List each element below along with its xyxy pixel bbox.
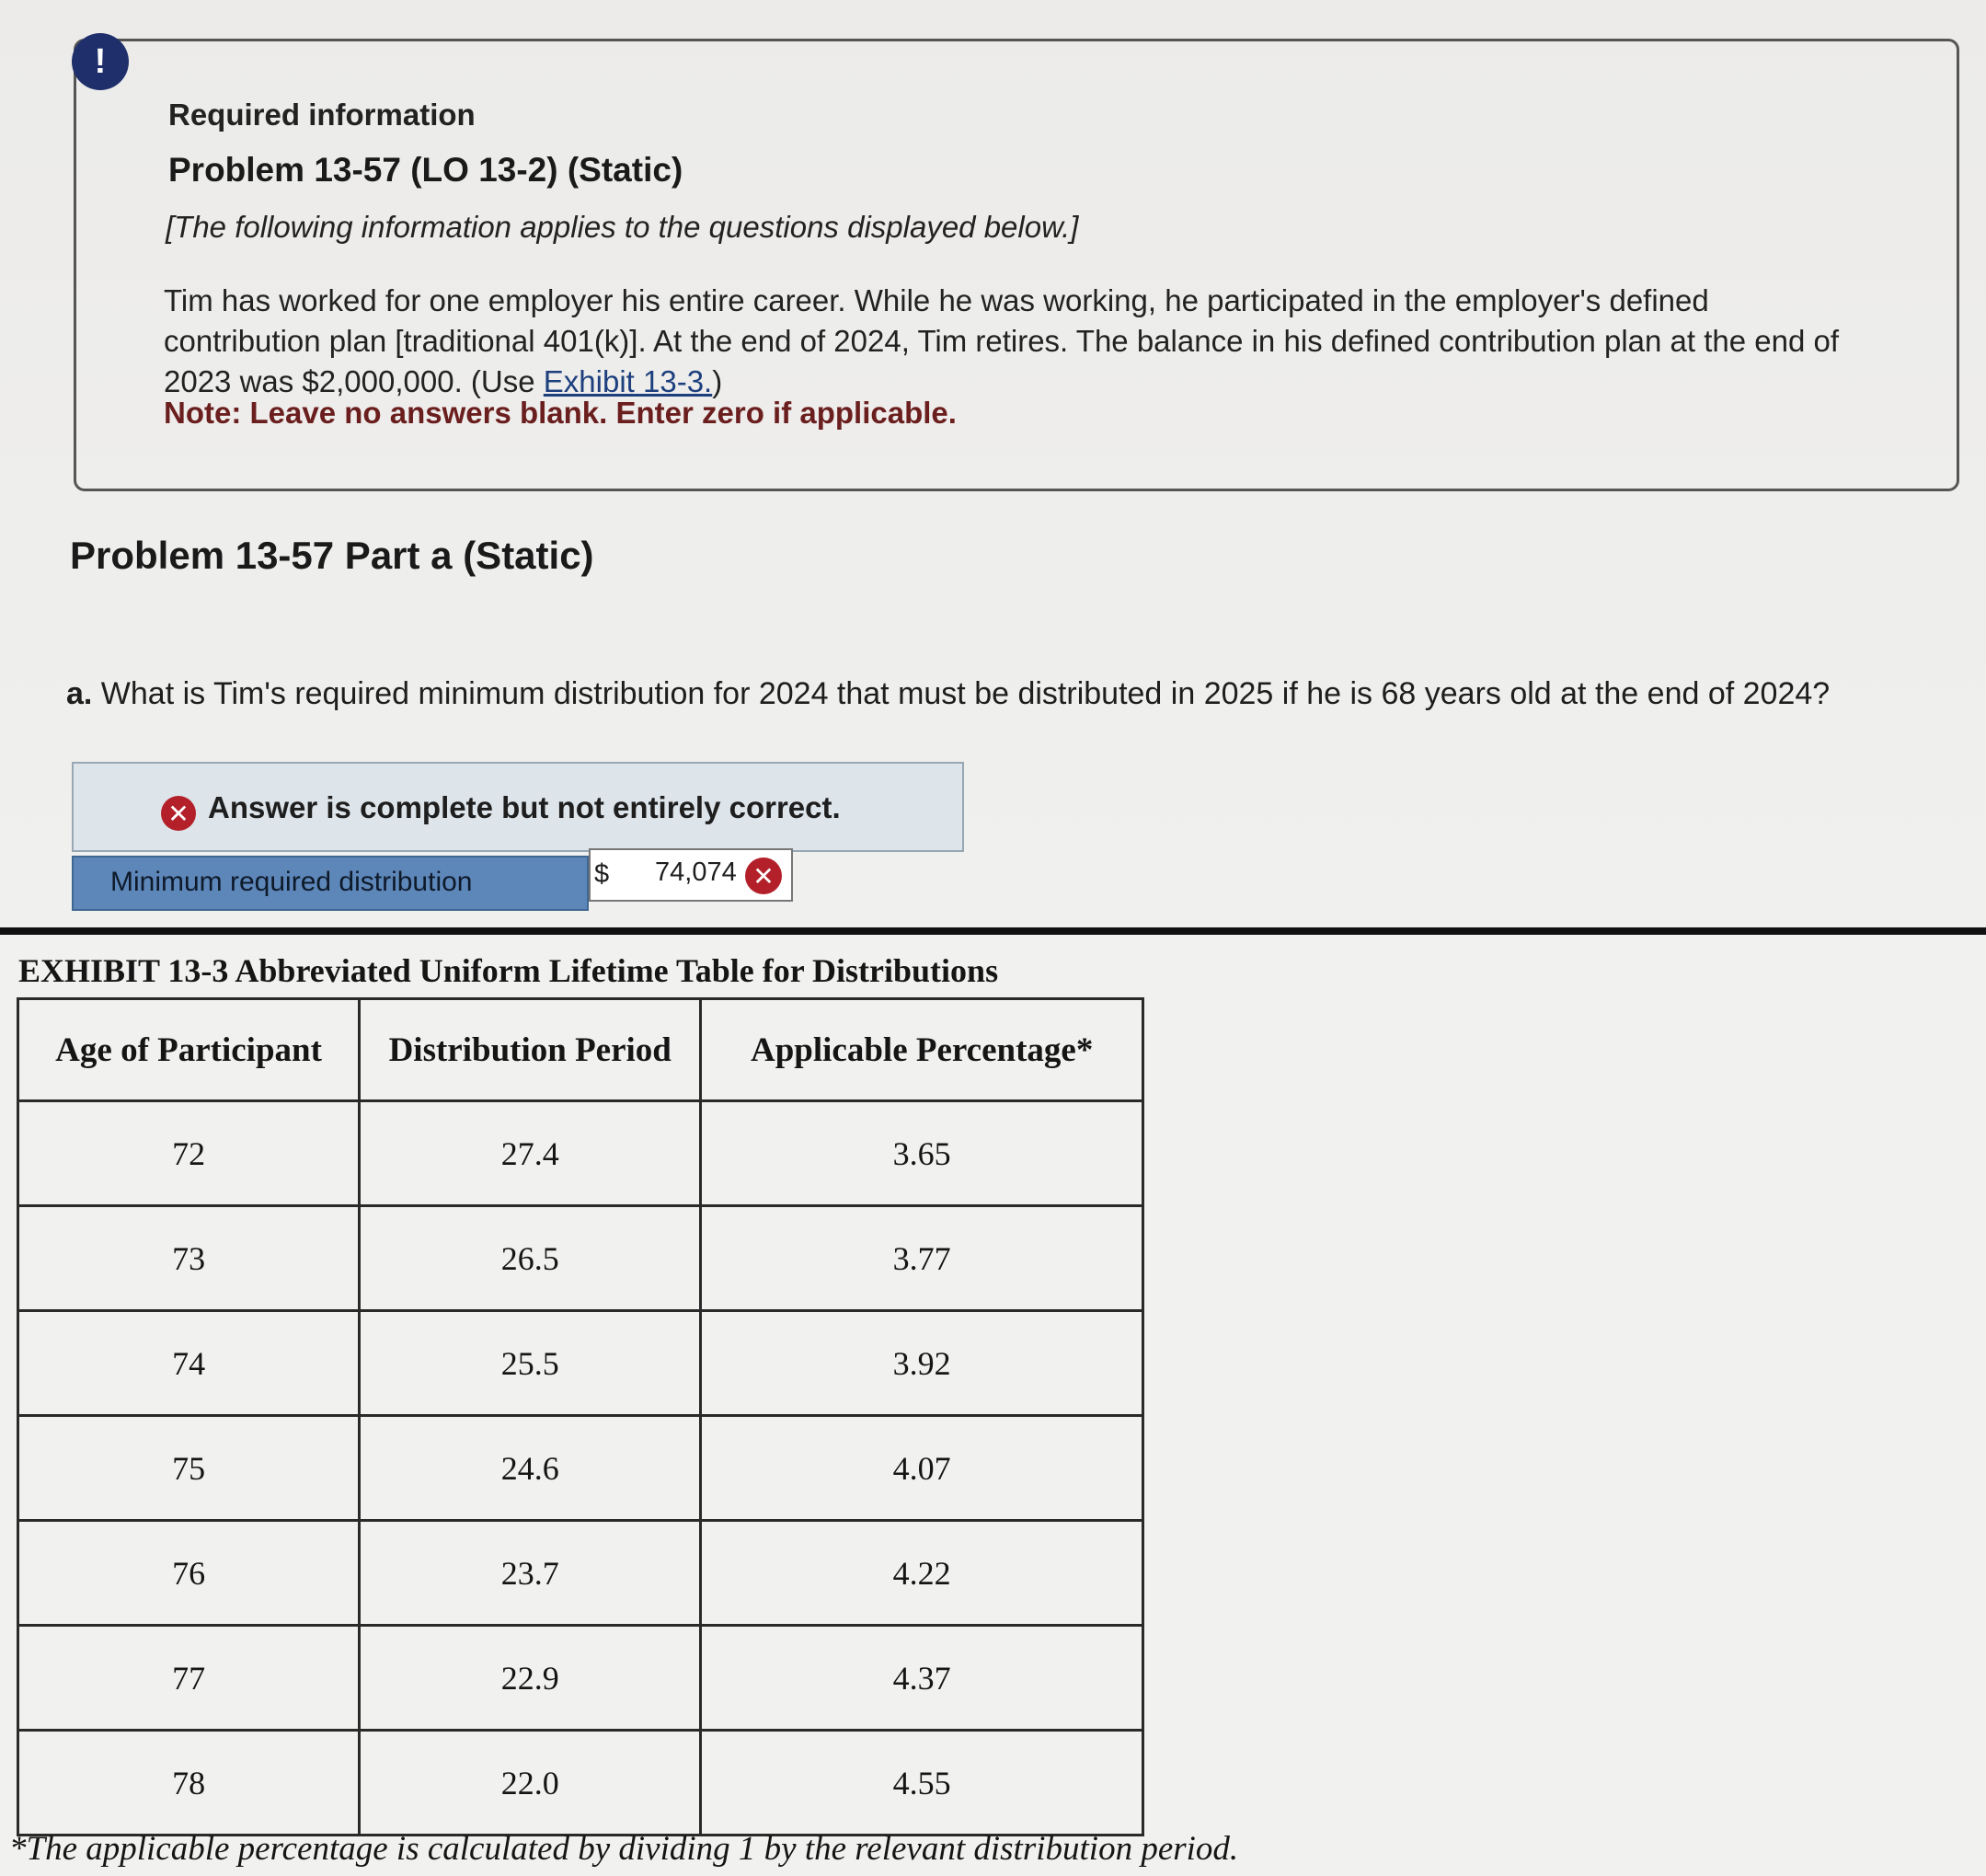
cell-period: 22.9 [360,1626,701,1731]
part-heading: Problem 13-57 Part a (Static) [70,534,594,577]
exhibit-title: EXHIBIT 13-3 Abbreviated Uniform Lifetime Table for Distributions [18,952,999,989]
incorrect-icon: ✕ [161,796,196,831]
answer-row-label: Minimum required distribution [110,867,473,897]
cell-percentage: 3.77 [701,1206,1143,1311]
table-row [18,1416,1143,1521]
uniform-lifetime-table [17,997,1144,1836]
incorrect-value-icon: ✕ [745,857,782,894]
table-row [18,1206,1143,1311]
table-row [18,1521,1143,1626]
scenario-text [164,281,1865,402]
exhibit-link[interactable]: Exhibit 13-3. [543,364,713,398]
cell-percentage: 3.65 [701,1101,1143,1206]
answer-status-text: Answer is complete but not entirely correct. [208,790,841,824]
divider [0,927,1986,935]
cell-age: 77 [18,1626,360,1731]
required-info-label: Required information [168,98,476,132]
cell-period: 27.4 [360,1101,701,1206]
table-row [18,1101,1143,1206]
cell-percentage: 4.07 [701,1416,1143,1521]
column-header-age: Age of Participant [18,999,360,1101]
answer-value[interactable]: 74,074 [655,857,737,887]
question-body: What is Tim's required minimum distribution for 2024 that must be distributed in 2025 if he is 68 years old at the end of 2024? [92,676,1831,711]
column-header-percentage: Applicable Percentage* [701,999,1143,1101]
scenario-text-part1: Tim has worked for one employer his entire career. While he was working, he participated in the employer's defined contribution plan [traditional 401(k)]. At the end of 2024, Tim retires. The balance in his defined contribution plan at the end of 2023 was $2,000,000. (Use [164,283,1840,398]
table-footnote: *The applicable percentage is calculated by dividing 1 by the relevant distribution period. [9,1830,1239,1868]
table-header-row [18,999,1143,1101]
intro-text: [The following information applies to the questions displayed below.] [166,210,1079,244]
question-panel [0,0,1986,931]
cell-period: 26.5 [360,1206,701,1311]
cell-percentage: 4.22 [701,1521,1143,1626]
table-row [18,1731,1143,1836]
cell-period: 24.6 [360,1416,701,1521]
currency-symbol: $ [594,859,610,889]
note-text: Note: Leave no answers blank. Enter zero if applicable. [164,396,957,430]
question-text [66,676,1830,712]
column-header-period: Distribution Period [360,999,701,1101]
exhibit-panel [0,935,1986,1876]
cell-period: 22.0 [360,1731,701,1836]
table-row [18,1626,1143,1731]
cell-percentage: 3.92 [701,1311,1143,1416]
table-row [18,1311,1143,1416]
cell-age: 73 [18,1206,360,1311]
cell-age: 72 [18,1101,360,1206]
alert-icon: ! [72,33,129,90]
cell-percentage: 4.55 [701,1731,1143,1836]
scenario-text-part2: ) [712,364,723,398]
cell-period: 23.7 [360,1521,701,1626]
cell-age: 75 [18,1416,360,1521]
question-prefix: a. [66,676,93,711]
cell-age: 78 [18,1731,360,1836]
cell-percentage: 4.37 [701,1626,1143,1731]
cell-age: 76 [18,1521,360,1626]
cell-period: 25.5 [360,1311,701,1416]
cell-age: 74 [18,1311,360,1416]
problem-title: Problem 13-57 (LO 13-2) (Static) [168,151,683,189]
